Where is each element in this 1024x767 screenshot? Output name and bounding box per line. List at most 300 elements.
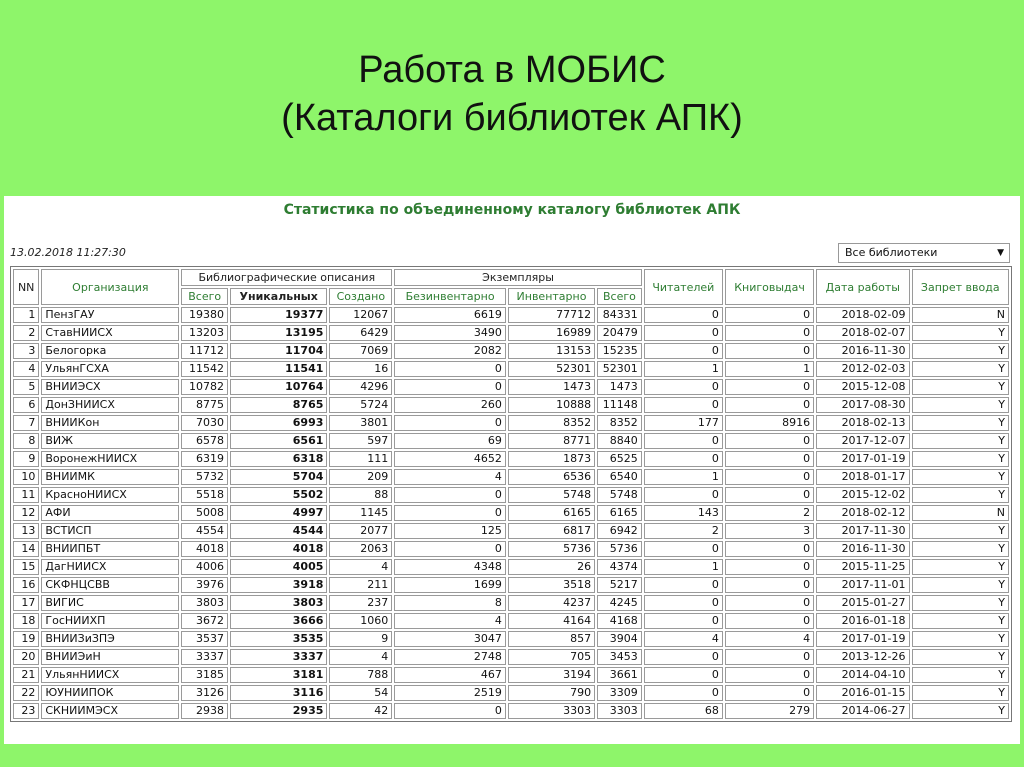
cell-input-ban: Y <box>912 595 1010 611</box>
cell-copies-inv: 16989 <box>508 325 595 341</box>
cell-org[interactable]: ВНИИЭСХ <box>41 379 179 395</box>
cell-biblio-unique: 4018 <box>230 541 327 557</box>
cell-biblio-unique: 3181 <box>230 667 327 683</box>
col-group-copies: Экземпляры <box>394 269 641 286</box>
cell-loans: 0 <box>725 307 814 323</box>
col-biblio-created[interactable]: Создано <box>329 288 392 305</box>
cell-copies-inv: 705 <box>508 649 595 665</box>
cell-work-date: 2017-12-07 <box>816 433 909 449</box>
table-row <box>13 451 1009 467</box>
cell-biblio-created: 111 <box>329 451 392 467</box>
cell-biblio-total: 6578 <box>181 433 228 449</box>
cell-readers: 0 <box>644 685 723 701</box>
table-row <box>13 631 1009 647</box>
cell-biblio-created: 597 <box>329 433 392 449</box>
cell-biblio-unique: 4997 <box>230 505 327 521</box>
cell-readers: 0 <box>644 307 723 323</box>
cell-copies-inv: 4164 <box>508 613 595 629</box>
cell-copies-noninv: 0 <box>394 361 506 377</box>
cell-biblio-unique: 6561 <box>230 433 327 449</box>
cell-input-ban: Y <box>912 523 1010 539</box>
cell-biblio-total: 4006 <box>181 559 228 575</box>
cell-biblio-total: 10782 <box>181 379 228 395</box>
table-row <box>13 307 1009 323</box>
cell-input-ban: Y <box>912 577 1010 593</box>
cell-biblio-total: 5732 <box>181 469 228 485</box>
cell-nn: 3 <box>13 343 39 359</box>
cell-biblio-created: 1145 <box>329 505 392 521</box>
cell-copies-total: 6942 <box>597 523 642 539</box>
cell-nn: 22 <box>13 685 39 701</box>
table-row <box>13 397 1009 413</box>
table-row <box>13 559 1009 575</box>
cell-loans: 0 <box>725 451 814 467</box>
cell-org[interactable]: УльянГСХА <box>41 361 179 377</box>
cell-loans: 0 <box>725 343 814 359</box>
cell-biblio-created: 209 <box>329 469 392 485</box>
cell-readers: 143 <box>644 505 723 521</box>
table-row <box>13 343 1009 359</box>
cell-biblio-total: 7030 <box>181 415 228 431</box>
cell-org[interactable]: ДагНИИСХ <box>41 559 179 575</box>
cell-readers: 177 <box>644 415 723 431</box>
cell-biblio-unique: 3666 <box>230 613 327 629</box>
cell-copies-inv: 5736 <box>508 541 595 557</box>
cell-copies-inv: 3303 <box>508 703 595 719</box>
cell-work-date: 2017-11-01 <box>816 577 909 593</box>
cell-org[interactable]: ВоронежНИИСХ <box>41 451 179 467</box>
slide-header <box>0 0 1024 196</box>
cell-input-ban: Y <box>912 667 1010 683</box>
cell-biblio-created: 4296 <box>329 379 392 395</box>
cell-readers: 68 <box>644 703 723 719</box>
cell-nn: 15 <box>13 559 39 575</box>
col-biblio-unique[interactable]: Уникальных <box>230 288 327 305</box>
cell-nn: 8 <box>13 433 39 449</box>
cell-org[interactable]: ВСТИСП <box>41 523 179 539</box>
cell-nn: 1 <box>13 307 39 323</box>
cell-copies-total: 5748 <box>597 487 642 503</box>
cell-org[interactable]: СКФНЦСВВ <box>41 577 179 593</box>
cell-copies-total: 4168 <box>597 613 642 629</box>
cell-input-ban: Y <box>912 559 1010 575</box>
stats-title: Статистика по объединенному каталогу библиотек АПК <box>283 202 741 218</box>
cell-loans: 8916 <box>725 415 814 431</box>
cell-input-ban: Y <box>912 415 1010 431</box>
cell-copies-total: 5217 <box>597 577 642 593</box>
cell-copies-total: 3303 <box>597 703 642 719</box>
cell-readers: 1 <box>644 469 723 485</box>
cell-nn: 10 <box>13 469 39 485</box>
stats-table-body <box>13 307 1009 719</box>
cell-copies-noninv: 2519 <box>394 685 506 701</box>
cell-biblio-total: 3337 <box>181 649 228 665</box>
cell-copies-inv: 8771 <box>508 433 595 449</box>
cell-copies-total: 4245 <box>597 595 642 611</box>
cell-biblio-unique: 11541 <box>230 361 327 377</box>
cell-readers: 0 <box>644 433 723 449</box>
cell-copies-noninv: 0 <box>394 487 506 503</box>
cell-nn: 18 <box>13 613 39 629</box>
col-input-ban[interactable]: Запрет ввода <box>912 269 1010 305</box>
cell-copies-noninv: 2082 <box>394 343 506 359</box>
table-row <box>13 541 1009 557</box>
cell-biblio-total: 3126 <box>181 685 228 701</box>
cell-org[interactable]: КрасноНИИСХ <box>41 487 179 503</box>
cell-loans: 0 <box>725 649 814 665</box>
cell-org[interactable]: ВНИИКон <box>41 415 179 431</box>
cell-copies-total: 6165 <box>597 505 642 521</box>
col-group-biblio: Библиографические описания <box>181 269 392 286</box>
cell-input-ban: Y <box>912 685 1010 701</box>
cell-loans: 1 <box>725 361 814 377</box>
cell-org[interactable]: УльянНИИСХ <box>41 667 179 683</box>
col-copies-inv[interactable]: Инвентарно <box>508 288 595 305</box>
cell-loans: 2 <box>725 505 814 521</box>
cell-work-date: 2016-01-18 <box>816 613 909 629</box>
table-row <box>13 505 1009 521</box>
cell-copies-total: 3661 <box>597 667 642 683</box>
cell-copies-noninv: 260 <box>394 397 506 413</box>
cell-copies-inv: 8352 <box>508 415 595 431</box>
cell-biblio-total: 11712 <box>181 343 228 359</box>
cell-copies-inv: 13153 <box>508 343 595 359</box>
cell-copies-inv: 6536 <box>508 469 595 485</box>
cell-work-date: 2018-02-07 <box>816 325 909 341</box>
cell-biblio-total: 3672 <box>181 613 228 629</box>
stats-table <box>10 266 1012 722</box>
cell-biblio-total: 5518 <box>181 487 228 503</box>
cell-work-date: 2016-11-30 <box>816 343 909 359</box>
cell-copies-noninv: 69 <box>394 433 506 449</box>
cell-loans: 0 <box>725 469 814 485</box>
cell-input-ban: Y <box>912 469 1010 485</box>
cell-copies-total: 3904 <box>597 631 642 647</box>
cell-biblio-created: 88 <box>329 487 392 503</box>
cell-work-date: 2015-11-25 <box>816 559 909 575</box>
cell-nn: 20 <box>13 649 39 665</box>
cell-loans: 0 <box>725 541 814 557</box>
cell-readers: 0 <box>644 649 723 665</box>
cell-input-ban: Y <box>912 325 1010 341</box>
cell-copies-noninv: 0 <box>394 541 506 557</box>
cell-readers: 0 <box>644 541 723 557</box>
cell-loans: 0 <box>725 577 814 593</box>
cell-copies-inv: 4237 <box>508 595 595 611</box>
cell-copies-total: 3453 <box>597 649 642 665</box>
cell-work-date: 2018-01-17 <box>816 469 909 485</box>
cell-input-ban: Y <box>912 703 1010 719</box>
cell-loans: 0 <box>725 667 814 683</box>
cell-biblio-total: 19380 <box>181 307 228 323</box>
cell-copies-noninv: 8 <box>394 595 506 611</box>
cell-biblio-total: 3803 <box>181 595 228 611</box>
cell-copies-inv: 3194 <box>508 667 595 683</box>
table-row <box>13 379 1009 395</box>
cell-biblio-created: 6429 <box>329 325 392 341</box>
cell-loans: 0 <box>725 613 814 629</box>
cell-nn: 16 <box>13 577 39 593</box>
table-row <box>13 415 1009 431</box>
table-row <box>13 649 1009 665</box>
cell-org[interactable]: ВНИИЗиЗПЭ <box>41 631 179 647</box>
cell-loans: 0 <box>725 397 814 413</box>
cell-input-ban: Y <box>912 397 1010 413</box>
table-row <box>13 361 1009 377</box>
cell-copies-noninv: 4652 <box>394 451 506 467</box>
table-row <box>13 667 1009 683</box>
table-row <box>13 703 1009 719</box>
cell-loans: 0 <box>725 379 814 395</box>
cell-work-date: 2017-01-19 <box>816 631 909 647</box>
cell-input-ban: Y <box>912 433 1010 449</box>
cell-copies-inv: 5748 <box>508 487 595 503</box>
cell-copies-noninv: 0 <box>394 505 506 521</box>
cell-work-date: 2017-11-30 <box>816 523 909 539</box>
cell-work-date: 2018-02-13 <box>816 415 909 431</box>
cell-loans: 0 <box>725 595 814 611</box>
cell-biblio-created: 4 <box>329 649 392 665</box>
cell-biblio-created: 12067 <box>329 307 392 323</box>
cell-org[interactable]: ЮУНИИПОК <box>41 685 179 701</box>
cell-copies-inv: 6817 <box>508 523 595 539</box>
cell-biblio-unique: 3535 <box>230 631 327 647</box>
cell-input-ban: Y <box>912 487 1010 503</box>
cell-loans: 279 <box>725 703 814 719</box>
cell-work-date: 2013-12-26 <box>816 649 909 665</box>
cell-biblio-created: 16 <box>329 361 392 377</box>
cell-loans: 0 <box>725 487 814 503</box>
table-row <box>13 325 1009 341</box>
cell-work-date: 2016-01-15 <box>816 685 909 701</box>
cell-readers: 0 <box>644 613 723 629</box>
cell-biblio-total: 8775 <box>181 397 228 413</box>
cell-biblio-created: 9 <box>329 631 392 647</box>
cell-copies-total: 11148 <box>597 397 642 413</box>
cell-copies-inv: 6165 <box>508 505 595 521</box>
table-row <box>13 595 1009 611</box>
col-nn: NN <box>13 269 39 305</box>
cell-org[interactable]: СКНИИМЭСХ <box>41 703 179 719</box>
timestamp: 13.02.2018 11:27:30 <box>10 246 126 259</box>
cell-readers: 0 <box>644 667 723 683</box>
cell-copies-inv: 857 <box>508 631 595 647</box>
cell-work-date: 2012-02-03 <box>816 361 909 377</box>
cell-copies-inv: 26 <box>508 559 595 575</box>
cell-copies-noninv: 3047 <box>394 631 506 647</box>
cell-readers: 0 <box>644 343 723 359</box>
cell-nn: 23 <box>13 703 39 719</box>
cell-copies-total: 6540 <box>597 469 642 485</box>
cell-copies-total: 3309 <box>597 685 642 701</box>
cell-copies-total: 52301 <box>597 361 642 377</box>
cell-copies-inv: 1873 <box>508 451 595 467</box>
cell-org[interactable]: АФИ <box>41 505 179 521</box>
cell-biblio-created: 3801 <box>329 415 392 431</box>
col-loans[interactable]: Книговыдач <box>725 269 814 305</box>
cell-org[interactable]: СтавНИИСХ <box>41 325 179 341</box>
table-row <box>13 685 1009 701</box>
cell-readers: 1 <box>644 361 723 377</box>
cell-copies-total: 8840 <box>597 433 642 449</box>
cell-org[interactable]: ПензГАУ <box>41 307 179 323</box>
cell-loans: 0 <box>725 559 814 575</box>
col-copies-total[interactable]: Всего <box>597 288 642 305</box>
cell-copies-noninv: 2748 <box>394 649 506 665</box>
cell-biblio-total: 5008 <box>181 505 228 521</box>
cell-org[interactable]: ДонЗНИИСХ <box>41 397 179 413</box>
cell-nn: 2 <box>13 325 39 341</box>
col-org[interactable]: Организация <box>41 269 179 305</box>
cell-copies-noninv: 4 <box>394 613 506 629</box>
cell-input-ban: N <box>912 505 1010 521</box>
cell-biblio-created: 7069 <box>329 343 392 359</box>
cell-nn: 17 <box>13 595 39 611</box>
cell-biblio-unique: 3337 <box>230 649 327 665</box>
cell-biblio-unique: 6318 <box>230 451 327 467</box>
cell-biblio-unique: 3803 <box>230 595 327 611</box>
cell-input-ban: Y <box>912 631 1010 647</box>
cell-copies-noninv: 467 <box>394 667 506 683</box>
cell-biblio-unique: 19377 <box>230 307 327 323</box>
cell-nn: 11 <box>13 487 39 503</box>
cell-readers: 0 <box>644 487 723 503</box>
cell-biblio-total: 4554 <box>181 523 228 539</box>
cell-biblio-total: 3185 <box>181 667 228 683</box>
cell-biblio-unique: 11704 <box>230 343 327 359</box>
cell-work-date: 2014-04-10 <box>816 667 909 683</box>
cell-readers: 0 <box>644 397 723 413</box>
cell-input-ban: Y <box>912 451 1010 467</box>
cell-loans: 0 <box>725 433 814 449</box>
cell-nn: 4 <box>13 361 39 377</box>
cell-biblio-unique: 3918 <box>230 577 327 593</box>
slide-title-line1: Работа в МОБИС <box>358 49 666 91</box>
cell-input-ban: Y <box>912 541 1010 557</box>
col-copies-noninv[interactable]: Безинвентарно <box>394 288 506 305</box>
cell-biblio-unique: 10764 <box>230 379 327 395</box>
cell-loans: 0 <box>725 685 814 701</box>
table-row <box>13 487 1009 503</box>
cell-work-date: 2014-06-27 <box>816 703 909 719</box>
cell-copies-noninv: 0 <box>394 703 506 719</box>
cell-nn: 14 <box>13 541 39 557</box>
cell-biblio-unique: 4544 <box>230 523 327 539</box>
table-row <box>13 433 1009 449</box>
cell-work-date: 2017-01-19 <box>816 451 909 467</box>
cell-biblio-unique: 6993 <box>230 415 327 431</box>
cell-biblio-created: 211 <box>329 577 392 593</box>
cell-work-date: 2015-12-08 <box>816 379 909 395</box>
cell-work-date: 2018-02-09 <box>816 307 909 323</box>
cell-biblio-unique: 3116 <box>230 685 327 701</box>
cell-copies-noninv: 3490 <box>394 325 506 341</box>
library-select-value: Все библиотеки <box>845 246 938 259</box>
table-row <box>13 577 1009 593</box>
cell-work-date: 2018-02-12 <box>816 505 909 521</box>
col-biblio-total[interactable]: Всего <box>181 288 228 305</box>
slide-title <box>0 46 1024 142</box>
cell-biblio-created: 788 <box>329 667 392 683</box>
table-row <box>13 469 1009 485</box>
cell-copies-total: 84331 <box>597 307 642 323</box>
cell-biblio-unique: 8765 <box>230 397 327 413</box>
cell-copies-noninv: 4 <box>394 469 506 485</box>
cell-copies-total: 6525 <box>597 451 642 467</box>
cell-biblio-unique: 5502 <box>230 487 327 503</box>
cell-nn: 19 <box>13 631 39 647</box>
cell-org[interactable]: ВИГИС <box>41 595 179 611</box>
cell-biblio-total: 3537 <box>181 631 228 647</box>
col-readers[interactable]: Читателей <box>644 269 723 305</box>
cell-input-ban: Y <box>912 613 1010 629</box>
cell-loans: 3 <box>725 523 814 539</box>
cell-readers: 2 <box>644 523 723 539</box>
cell-biblio-unique: 4005 <box>230 559 327 575</box>
cell-copies-total: 5736 <box>597 541 642 557</box>
cell-copies-inv: 1473 <box>508 379 595 395</box>
cell-loans: 0 <box>725 325 814 341</box>
cell-org[interactable]: ВНИИЭиН <box>41 649 179 665</box>
library-select[interactable] <box>838 243 1010 263</box>
cell-biblio-created: 54 <box>329 685 392 701</box>
cell-copies-inv: 52301 <box>508 361 595 377</box>
cell-org[interactable]: Белогорка <box>41 343 179 359</box>
cell-org[interactable]: ВИЖ <box>41 433 179 449</box>
cell-work-date: 2015-01-27 <box>816 595 909 611</box>
col-work-date[interactable]: Дата работы <box>816 269 909 305</box>
table-row <box>13 613 1009 629</box>
cell-nn: 21 <box>13 667 39 683</box>
cell-copies-noninv: 0 <box>394 379 506 395</box>
cell-nn: 6 <box>13 397 39 413</box>
cell-input-ban: Y <box>912 361 1010 377</box>
cell-nn: 5 <box>13 379 39 395</box>
cell-org[interactable]: ВНИИМК <box>41 469 179 485</box>
cell-input-ban: Y <box>912 343 1010 359</box>
table-row <box>13 523 1009 539</box>
cell-org[interactable]: ГосНИИХП <box>41 613 179 629</box>
cell-biblio-total: 11542 <box>181 361 228 377</box>
cell-copies-total: 1473 <box>597 379 642 395</box>
cell-copies-noninv: 0 <box>394 415 506 431</box>
cell-input-ban: Y <box>912 379 1010 395</box>
cell-readers: 0 <box>644 451 723 467</box>
cell-biblio-created: 2063 <box>329 541 392 557</box>
cell-biblio-created: 4 <box>329 559 392 575</box>
cell-readers: 1 <box>644 559 723 575</box>
cell-biblio-created: 5724 <box>329 397 392 413</box>
cell-readers: 4 <box>644 631 723 647</box>
cell-readers: 0 <box>644 577 723 593</box>
cell-copies-total: 15235 <box>597 343 642 359</box>
cell-copies-total: 4374 <box>597 559 642 575</box>
cell-biblio-total: 13203 <box>181 325 228 341</box>
cell-biblio-total: 2938 <box>181 703 228 719</box>
cell-work-date: 2015-12-02 <box>816 487 909 503</box>
cell-input-ban: Y <box>912 649 1010 665</box>
cell-copies-inv: 3518 <box>508 577 595 593</box>
cell-loans: 4 <box>725 631 814 647</box>
cell-work-date: 2016-11-30 <box>816 541 909 557</box>
cell-copies-inv: 790 <box>508 685 595 701</box>
cell-readers: 0 <box>644 325 723 341</box>
cell-copies-inv: 77712 <box>508 307 595 323</box>
cell-biblio-created: 42 <box>329 703 392 719</box>
cell-biblio-unique: 13195 <box>230 325 327 341</box>
cell-biblio-total: 4018 <box>181 541 228 557</box>
cell-org[interactable]: ВНИИПБТ <box>41 541 179 557</box>
